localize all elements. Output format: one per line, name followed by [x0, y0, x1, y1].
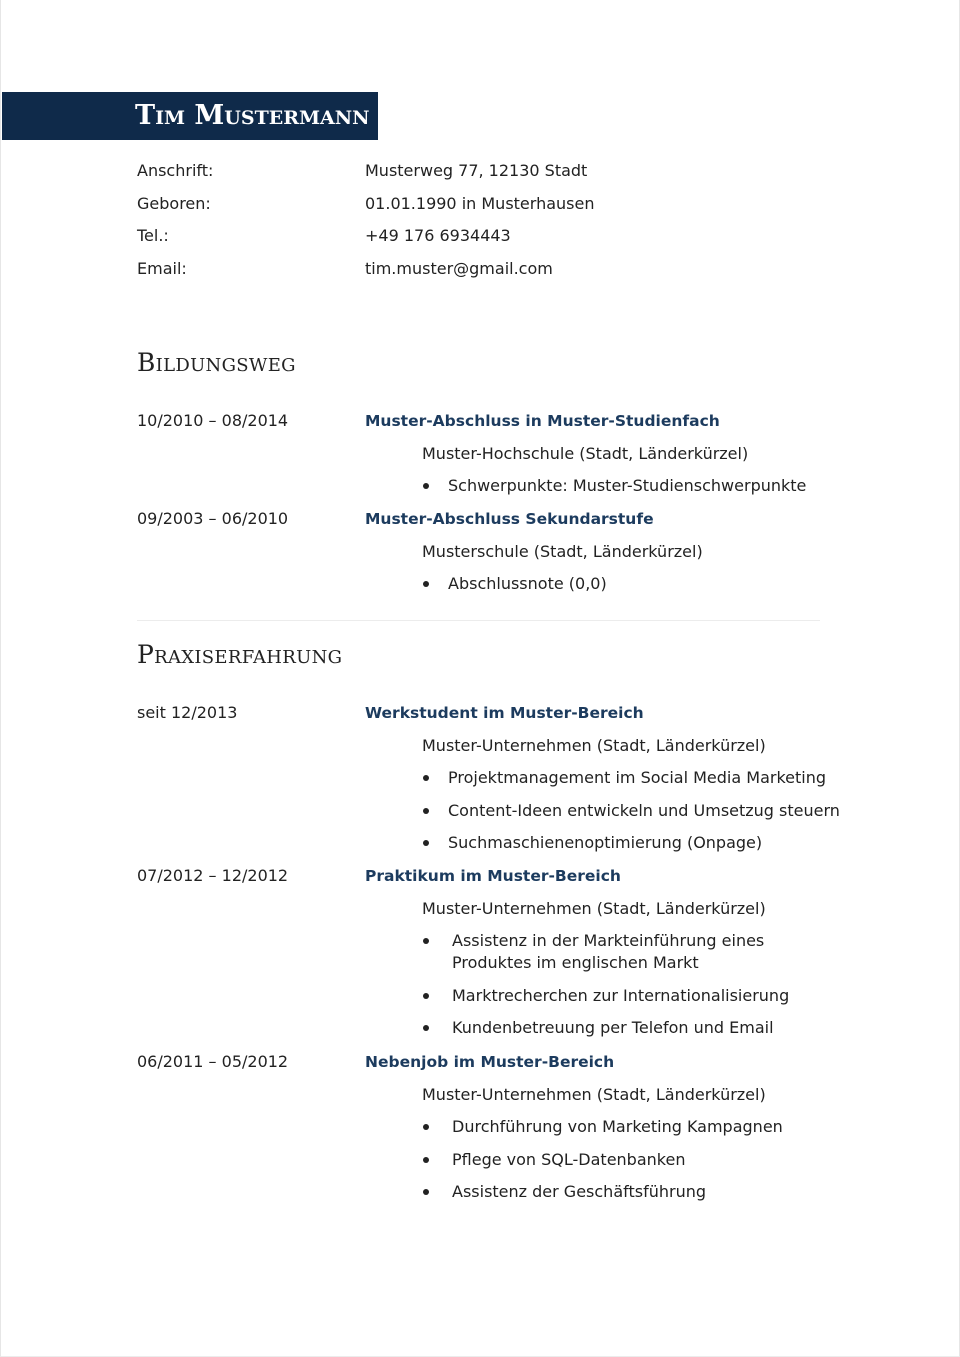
list-item: [422, 767, 840, 789]
list-item: [422, 573, 607, 595]
list-item: [422, 985, 789, 1007]
entry-title: Muster-Abschluss Sekundarstufe: [365, 510, 654, 528]
entry-date: 09/2003 – 06/2010: [137, 509, 289, 528]
bullet-text: Assistenz der Geschäftsführung: [452, 1182, 707, 1201]
bullet-icon: [423, 808, 429, 814]
applicant-name: Tim Mustermann: [135, 100, 370, 131]
entry-title: Nebenjob im Muster-Bereich: [365, 1053, 615, 1071]
bullet-text: Pflege von SQL-Datenbanken: [452, 1149, 686, 1169]
entry-date: 10/2010 – 08/2014: [137, 411, 289, 430]
bullet-text: Durchführung von Marketing Kampagnen: [452, 1117, 783, 1136]
section-heading-experience: Praxiserfahrung: [137, 640, 343, 669]
entry-date: 07/2012 – 12/2012: [137, 866, 289, 885]
info-label: Tel.:: [137, 226, 169, 245]
bullet-list: [422, 767, 840, 865]
entry-org: Muster-Unternehmen (Stadt, Länderkürzel): [422, 735, 766, 755]
bullet-text: Abschlussnote (0,0): [448, 574, 607, 593]
bullet-icon: [423, 775, 429, 781]
list-item: [422, 832, 840, 854]
bullet-icon: [423, 938, 429, 944]
bullet-text: Assistenz in der Markteinführung eines Produktes im englischen Markt: [452, 931, 765, 972]
info-label: Email:: [137, 258, 187, 278]
list-item: [422, 1017, 789, 1039]
bullet-icon: [423, 1025, 429, 1031]
entry-title: Praktikum im Muster-Bereich: [365, 867, 621, 885]
address-value: Musterweg 77, 12130 Stadt: [365, 161, 588, 180]
bullet-icon: [423, 1189, 429, 1195]
bullet-icon: [423, 483, 429, 489]
bullet-text: Schwerpunkte: Muster-Studienschwerpunkte: [448, 476, 807, 495]
entry-date: 06/2011 – 05/2012: [137, 1052, 289, 1071]
bullet-icon: [423, 1124, 429, 1130]
entry-title: Muster-Abschluss in Muster-Studienfach: [365, 412, 720, 430]
bullet-text: Suchmaschienenoptimierung (Onpage): [448, 833, 763, 852]
entry-org: Musterschule (Stadt, Länderkürzel): [422, 541, 703, 561]
bullet-list: [422, 1116, 783, 1214]
section-divider: [137, 620, 820, 621]
phone-value: +49 176 6934443: [365, 226, 511, 245]
bullet-icon: [423, 993, 429, 999]
bullet-text: Kundenbetreuung per Telefon und Email: [452, 1018, 774, 1037]
entry-org: Muster-Unternehmen (Stadt, Länderkürzel): [422, 1084, 766, 1104]
birth-value: 01.01.1990 in Musterhausen: [365, 193, 595, 213]
bullet-list: [422, 573, 607, 606]
email-value: tim.muster@gmail.com: [365, 258, 553, 278]
list-item: [422, 930, 789, 974]
list-item: [422, 1181, 783, 1203]
bullet-text: Projektmanagement im Social Media Marketing: [448, 768, 826, 787]
bullet-list: [422, 930, 789, 1050]
bullet-list: [422, 475, 806, 508]
list-item: [422, 1149, 783, 1171]
entry-title: Werkstudent im Muster-Bereich: [365, 704, 644, 722]
bullet-text: Content-Ideen entwickeln und Umsetzug steuern: [448, 800, 840, 820]
bullet-icon: [423, 1157, 429, 1163]
section-heading-education: Bildungsweg: [137, 348, 296, 377]
info-label: Geboren:: [137, 193, 211, 213]
entry-org: Muster-Unternehmen (Stadt, Länderkürzel): [422, 898, 766, 918]
list-item: [422, 1116, 783, 1138]
bullet-text: Marktrecherchen zur Internationalisierung: [452, 985, 790, 1005]
info-label: Anschrift:: [137, 161, 214, 180]
entry-org: Muster-Hochschule (Stadt, Länderkürzel): [422, 443, 749, 463]
bullet-icon: [423, 840, 429, 846]
entry-date: seit 12/2013: [137, 703, 238, 722]
list-item: [422, 800, 840, 822]
bullet-icon: [423, 581, 429, 587]
list-item: [422, 475, 806, 497]
